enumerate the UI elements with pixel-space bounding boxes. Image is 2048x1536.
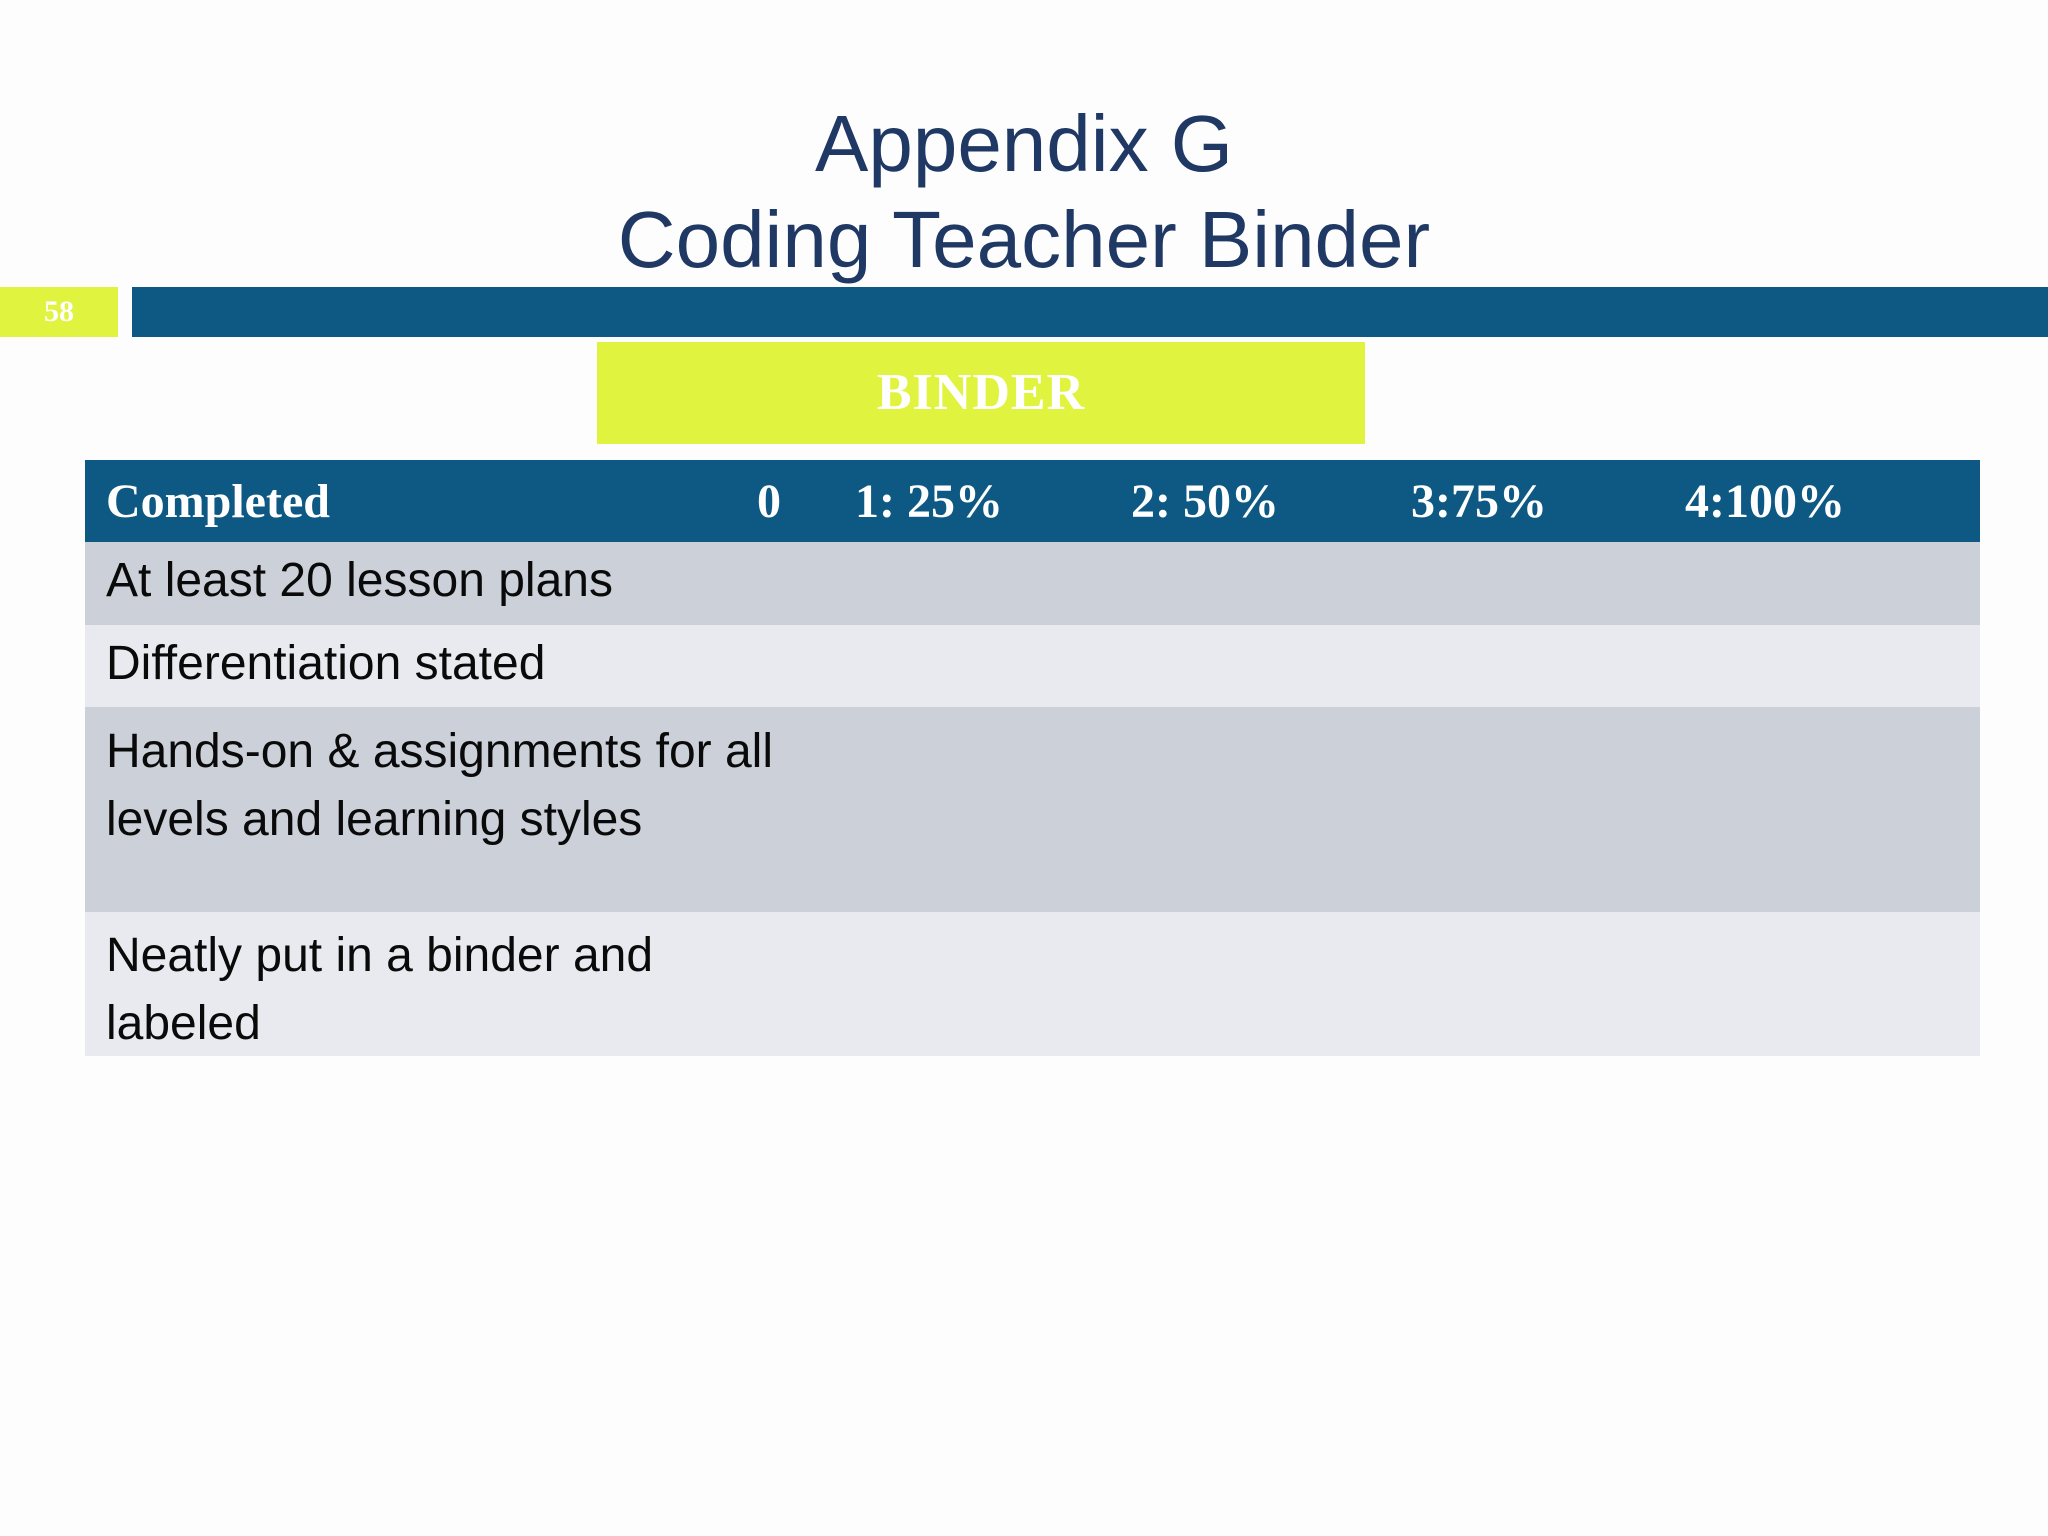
rubric-row	[85, 912, 1980, 1056]
rubric-row	[85, 707, 1980, 912]
rubric-row	[85, 542, 1980, 625]
header-bar	[132, 287, 2048, 337]
slide-title-line-1: Appendix G	[814, 99, 1234, 188]
header-completed: Completed	[106, 475, 330, 528]
rubric-table	[85, 460, 1980, 1056]
slide-title	[0, 96, 2048, 288]
rubric-row-label: At least 20 lesson plans	[106, 554, 613, 607]
header-score-4: 4:100%	[1685, 475, 1845, 528]
rubric-row-label: Hands-on & assignments for all levels and learning styles	[106, 725, 773, 846]
rubric-row	[85, 625, 1980, 707]
rubric-header-row	[85, 460, 1980, 542]
header-score-1: 1: 25%	[855, 475, 1003, 528]
header-score-3: 3:75%	[1411, 475, 1547, 528]
header-score-0: 0	[757, 475, 781, 528]
slide-number: 58	[0, 287, 118, 337]
header-score-2: 2: 50%	[1131, 475, 1279, 528]
rubric-row-label: Neatly put in a binder and labeled	[106, 929, 654, 1050]
slide-title-line-2: Coding Teacher Binder	[617, 195, 1431, 284]
section-label: BINDER	[597, 342, 1365, 444]
rubric-row-label: Differentiation stated	[106, 637, 546, 690]
